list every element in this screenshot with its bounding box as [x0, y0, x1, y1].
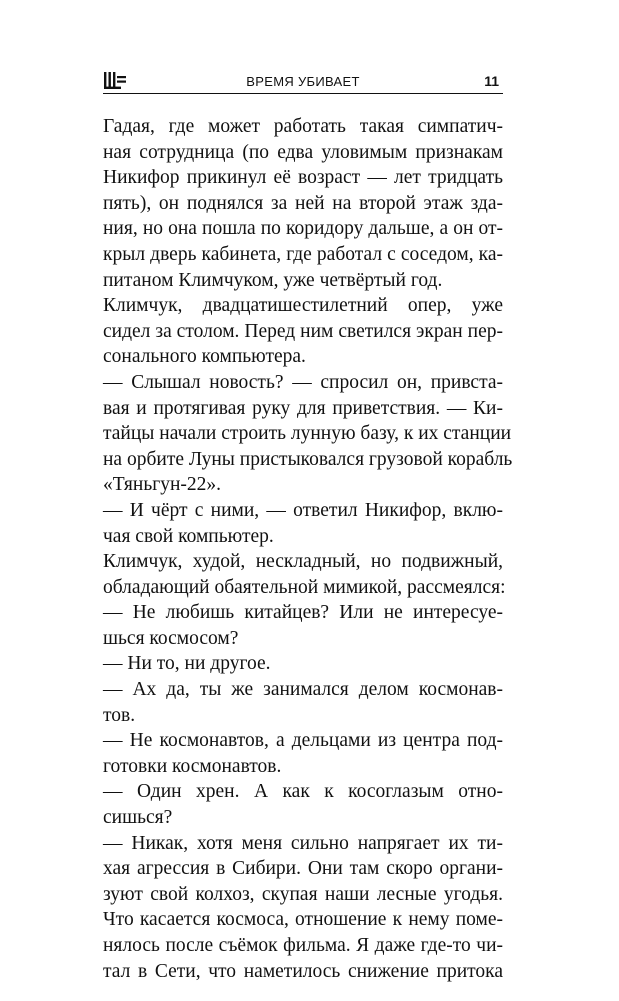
- text-line: зуют свой колхоз, скупая наши лесные угодья.: [103, 883, 503, 905]
- text-line: пять), он поднялся за ней на второй этаж зда-: [103, 192, 503, 214]
- text-line: Климчук, двадцатишестилетний опер, уже: [103, 295, 503, 317]
- text-line: — Никак, хотя меня сильно напрягает их ти-: [103, 832, 503, 854]
- running-title: ВРЕМЯ УБИВАЕТ: [246, 74, 360, 89]
- running-header: [103, 70, 503, 96]
- text-line: сонального компьютера.: [103, 346, 306, 368]
- text-line: — Один хрен. А как к косоглазым отно-: [103, 781, 503, 803]
- text-line: хая агрессия в Сибири. Они там скоро органи-: [103, 858, 503, 880]
- text-line: крыл дверь кабинета, где работал с соседом, ка-: [103, 243, 503, 265]
- text-line: Гадая, где может работать такая симпатич-: [103, 116, 503, 137]
- page-number: 11: [484, 73, 499, 89]
- text-line: — Не любишь китайцев? Или не интересуе-: [103, 602, 503, 624]
- text-line: обладающий обаятельной мимикой, рассмеялся:: [103, 576, 506, 598]
- body-text: [103, 114, 513, 984]
- text-line: Что касается космоса, отношение к нему поме-: [103, 909, 503, 931]
- text-line: — Ни то, ни другое.: [103, 653, 271, 675]
- text-line: Климчук, худой, нескладный, но подвижный,: [103, 551, 503, 573]
- text-line: нялось после съёмок фильма. Я даже где-то чи-: [103, 935, 503, 956]
- text-line: готовки космонавтов.: [103, 755, 282, 777]
- text-line: ная сотрудница (по едва уловимым признакам: [103, 141, 503, 163]
- text-line: на орбите Луны пристыковался грузовой корабль: [103, 448, 513, 470]
- text-line: тов.: [103, 704, 136, 726]
- text-line: — Слышал новость? — спросил он, привста-: [103, 371, 503, 393]
- text-line: — Не космонавтов, а дельцами из центра под-: [103, 730, 503, 752]
- text-line: — Ах да, ты же занимался делом космонав-: [103, 679, 503, 701]
- text-line: Никифор прикинул её возраст — лет тридцать: [103, 167, 503, 189]
- text-line: ния, но она пошла по коридору дальше, а он от-: [103, 218, 503, 240]
- text-line: вая и протягивая руку для приветствия. — Ки-: [103, 397, 503, 419]
- text-line: сидел за столом. Перед ним светился экран пер-: [103, 320, 503, 342]
- text-line: шься космосом?: [103, 627, 239, 649]
- text-line: питаном Климчуком, уже четвёртый год.: [103, 269, 443, 291]
- text-line: «Тяньгун-22».: [103, 474, 222, 496]
- text-line: сишься?: [103, 807, 173, 829]
- text-line: тайцы начали строить лунную базу, к их станции: [103, 423, 512, 445]
- text-line: — И чёрт с ними, — ответил Никифор, вклю-: [103, 499, 503, 521]
- text-line: тал в Сети, что наметилось снижение притока: [103, 960, 503, 982]
- text-line: чая свой компьютер.: [103, 525, 274, 547]
- header-divider: [103, 93, 503, 94]
